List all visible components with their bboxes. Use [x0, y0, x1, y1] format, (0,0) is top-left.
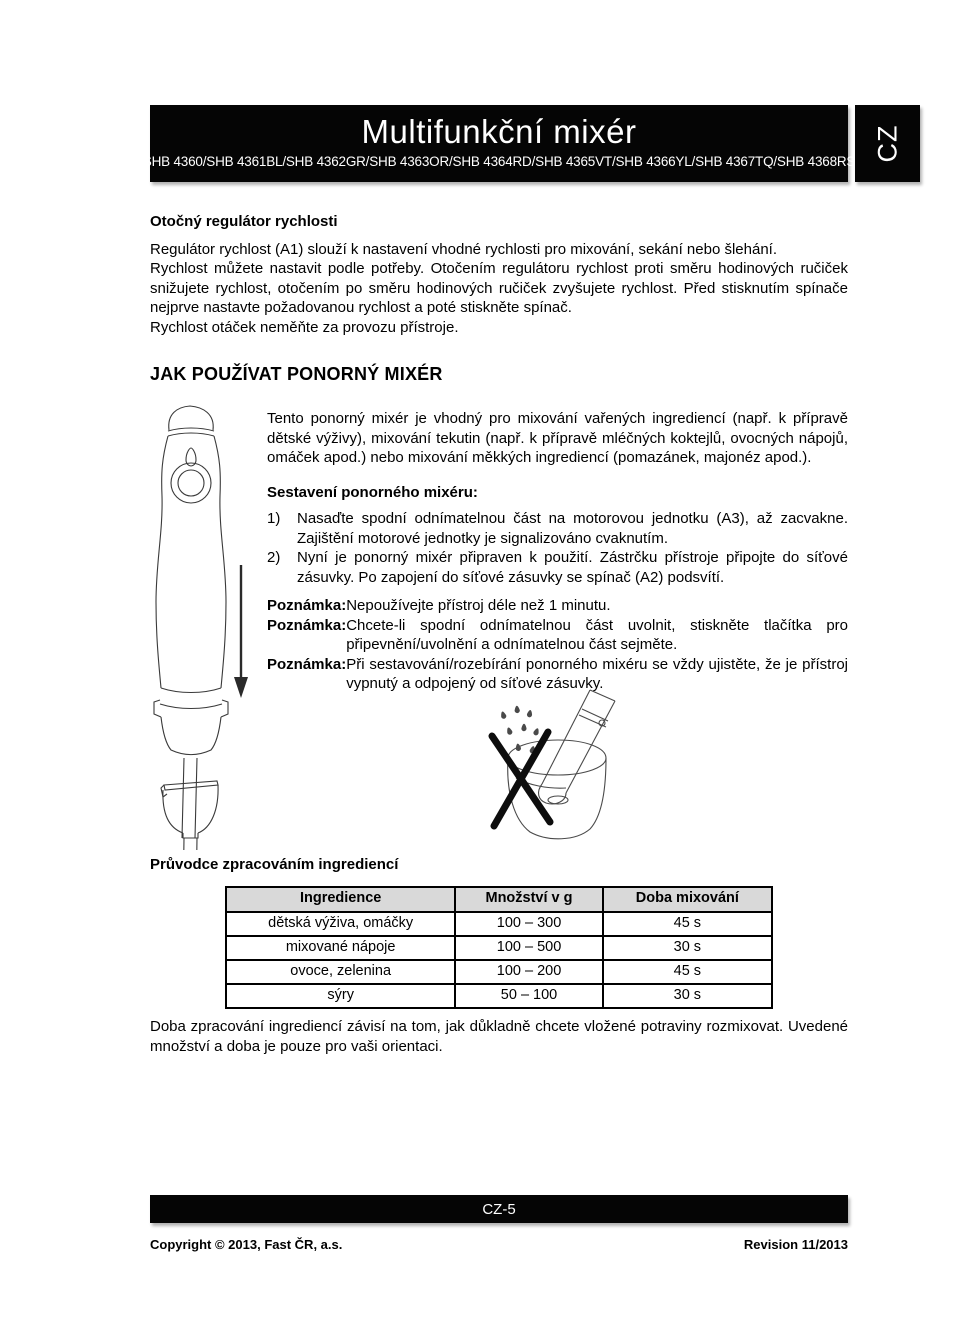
- step-number: 2): [267, 549, 281, 566]
- cell-ingredient: mixované nápoje: [226, 936, 455, 960]
- usage-intro-paragraph: Tento ponorný mixér je vhodný pro mixování vařených ingrediencí (např. k přípravě dětské výživy), mixování tekutin (např. k přípravě mléčných koktejlů, ovocných nápojů, omáček apod.) nebo mixování měkkých ingrediencí (pomazánek, majonéz apod.).: [267, 410, 848, 466]
- assembly-arrow-icon: [232, 565, 250, 700]
- language-code: CZ: [872, 124, 902, 163]
- note-label: Poznámka:: [267, 597, 347, 614]
- ingredients-table: [225, 886, 773, 1009]
- step-text: Nyní je ponorný mixér připraven k použití. Zástrčku přístroje připojte do síťové zásuvky. Po zapojení do síťové zásuvky se spínač (A2) podsvítí.: [297, 549, 848, 586]
- table-header-row: [226, 887, 772, 912]
- usage-section-body: [267, 409, 848, 694]
- speed-paragraph-1: Regulátor rychlost (A1) slouží k nastavení vhodné rychlosti pro mixování, sekání nebo šlehání.: [150, 240, 777, 258]
- cell-amount: 100 – 500: [455, 936, 602, 960]
- cell-ingredient: dětská výživa, omáčky: [226, 912, 455, 936]
- footer-meta-row: [150, 1237, 848, 1252]
- note-text: Nepoužívejte přístroj déle než 1 minutu.: [346, 597, 611, 614]
- cell-time: 30 s: [603, 936, 772, 960]
- note-text: Chcete-li spodní odnímatelnou část uvolnit, stiskněte tlačítka pro připevnění/uvolnění a odnímatelnou část sejměte.: [346, 616, 848, 653]
- table-row: [226, 960, 772, 984]
- speed-section-heading: Otočný regulátor rychlosti: [150, 213, 338, 230]
- footer-bar: [150, 1195, 848, 1223]
- hand-blender-illustration: [149, 400, 231, 850]
- note-label: Poznámka:: [267, 616, 347, 634]
- column-header-amount: Množství v g: [455, 887, 602, 912]
- revision-text: Revision 11/2013: [743, 1237, 848, 1252]
- table-row: [226, 912, 772, 936]
- notes-block: [267, 596, 848, 694]
- page-title: Multifunkční mixér: [361, 113, 637, 150]
- cell-time: 30 s: [603, 984, 772, 1008]
- assembly-step: [267, 548, 848, 587]
- cell-amount: 100 – 300: [455, 912, 602, 936]
- no-splash-illustration: [478, 688, 634, 860]
- step-text: Nasaďte spodní odnímatelnou část na motorovou jednotku (A3), až zacvakne. Zajištění motorové jednotky je signalizováno cvaknutím.: [297, 510, 848, 547]
- cell-amount: 50 – 100: [455, 984, 602, 1008]
- section-processing-guide: [150, 855, 848, 1009]
- guide-outro-paragraph: Doba zpracování ingrediencí závisí na tom, jak důkladně chcete vložené potraviny rozmixovat. Uvedené množství a doba je pouze pro vaši orientaci.: [150, 1018, 848, 1055]
- step-number: 1): [267, 510, 281, 527]
- speed-paragraph-3: Rychlost otáček neměňte za provozu přístroje.: [150, 318, 459, 336]
- note-item: [267, 616, 848, 655]
- guide-heading: Průvodce zpracováním ingrediencí: [150, 856, 399, 873]
- cell-ingredient: ovoce, zelenina: [226, 960, 455, 984]
- table-row: [226, 936, 772, 960]
- model-numbers: SHB 4360/SHB 4361BL/SHB 4362GR/SHB 4363OR/SHB 4364RD/SHB 4365VT/SHB 4366YL/SHB 4367TQ/SHB 4368RS: [142, 154, 856, 169]
- assembly-heading: Sestavení ponorného mixéru:: [267, 483, 478, 501]
- column-header-ingredience: Ingredience: [226, 887, 455, 912]
- cell-amount: 100 – 200: [455, 960, 602, 984]
- cell-time: 45 s: [603, 960, 772, 984]
- copyright-text: Copyright © 2013, Fast ČR, a.s.: [150, 1237, 343, 1252]
- usage-section-heading: JAK POUŽÍVAT PONORNÝ MIXÉR: [150, 364, 443, 384]
- note-label: Poznámka:: [267, 655, 347, 673]
- language-badge: [855, 105, 920, 182]
- page-number: CZ-5: [482, 1200, 516, 1218]
- header-bar: [142, 105, 856, 182]
- cell-ingredient: sýry: [226, 984, 455, 1008]
- column-header-time: Doba mixování: [603, 887, 772, 912]
- speed-paragraph-2: Rychlost můžete nastavit podle potřeby. Otočením regulátoru rychlost proti směru hodinových ručiček snižujete rychlost, otočením po směru hodinových ručiček zvyšujete rychlost. Před stisknutím spínače nejprve nastavte požadovanou rychlost a poté stiskněte spínač.: [150, 260, 848, 316]
- section-speed-regulator: [150, 212, 848, 337]
- note-text: Při sestavování/rozebírání ponorného mixéru se vždy ujistěte, že je přístroj vypnutý a odpojený od síťové zásuvky.: [346, 655, 848, 692]
- cell-time: 45 s: [603, 912, 772, 936]
- assembly-step: [267, 509, 848, 548]
- note-item: [267, 596, 848, 616]
- table-row: [226, 984, 772, 1008]
